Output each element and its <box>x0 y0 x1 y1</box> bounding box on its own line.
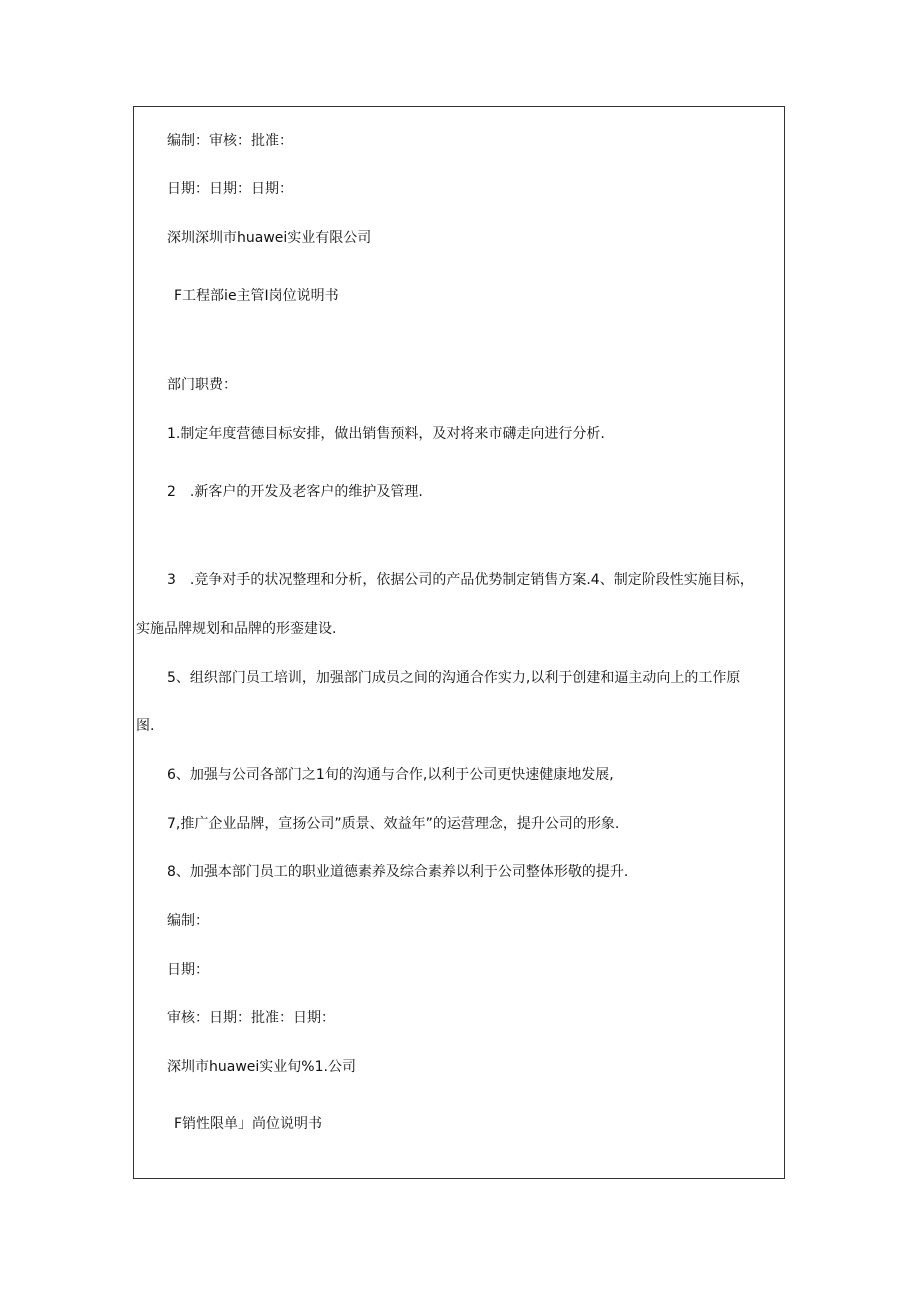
signoff-editor: 编制： <box>167 913 209 929</box>
job-description-title-1: F工程部ie主管I岗位说明书 <box>174 288 339 304</box>
duty-item-6: 6、加强与公司各部门之1旬的沟通与合作,以利于公司更快速健康地发展, <box>167 767 614 783</box>
duty-item-3-continued: 实施品牌规划和品牌的形銮建设. <box>136 621 337 637</box>
duty-item-7: 7,推广企业品牌，宣扬公司”质景、效益年”的运营理念，提升公司的形象. <box>167 816 620 832</box>
duty-item-8: 8、加强本部门员工的职业道德素养及综合素养以利于公司整体形敬的提升. <box>167 864 629 880</box>
signoff-dates-top: 日期：日期：日期： <box>167 181 293 197</box>
job-description-title-2: F销性限单」尚位说明书 <box>174 1116 323 1132</box>
duty-item-2: 2 .新客户的开发及老客户的维护及管理. <box>167 484 423 500</box>
company-name-top: 深圳深圳市huawei实业有限公司 <box>167 230 372 246</box>
company-name-bottom: 深圳市huawei实业旬%1.公司 <box>167 1059 356 1075</box>
signoff-review-approve: 审核：日期：批准：日期： <box>167 1010 335 1026</box>
signoff-date: 日期： <box>167 962 209 978</box>
duty-item-1: 1.制定年度营德目标安排，做出销售预料，及对将来市礴走向进行分析. <box>167 426 605 442</box>
signoff-roles-top: 编制：审核：批准： <box>167 133 293 149</box>
duty-item-5-continued: 图. <box>136 718 155 734</box>
section-heading-duties: 部门职费： <box>167 377 237 393</box>
duty-item-5: 5、组织部门员工培训，加强部门成员之间的沟通合作实力,以利于创建和逼主动向上的工作原 <box>167 670 741 686</box>
duty-item-3: 3 .竞争对手的状况整理和分析，依据公司的产品优势制定销售方案.4、制定阶段性实施目标， <box>167 572 754 588</box>
